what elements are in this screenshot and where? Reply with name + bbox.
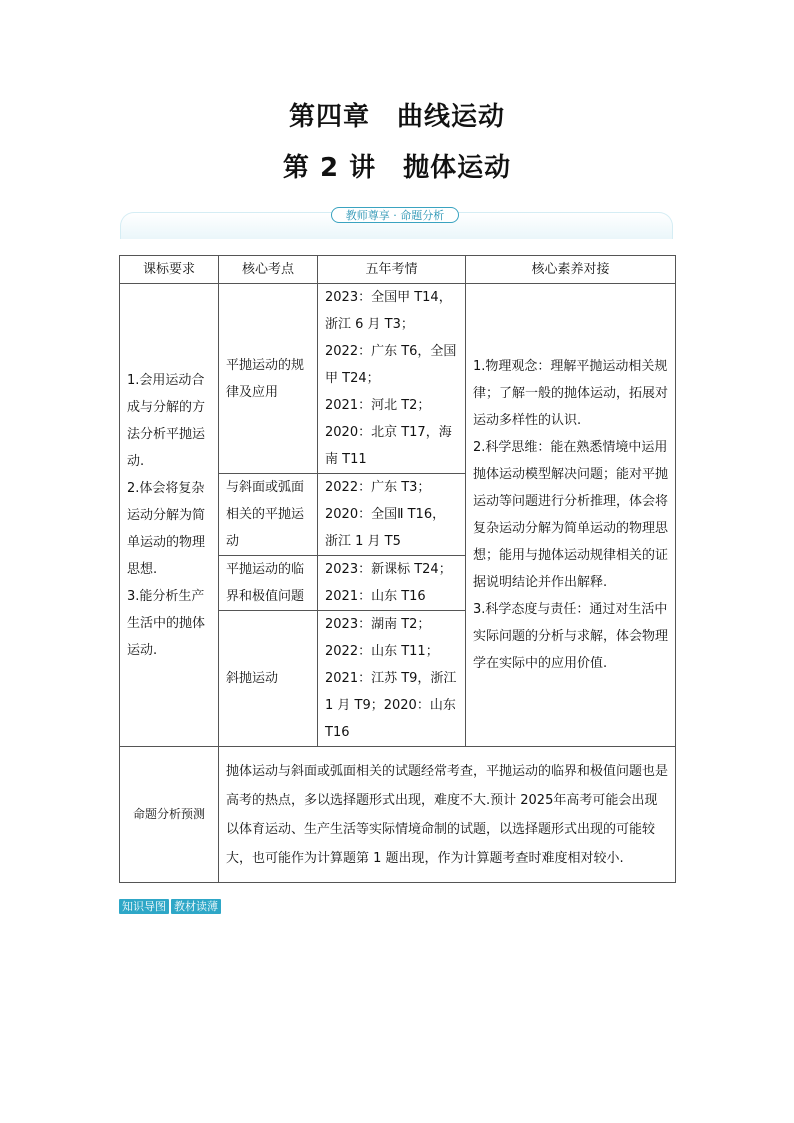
exam-cell: 2022：广东 T3； 2020：全国Ⅱ T16， 浙江 1 月 T5 (318, 474, 466, 556)
teacher-section-banner (120, 209, 673, 239)
chapter-title: 第四章 曲线运动 (288, 102, 505, 132)
standards-cell: 1.会用运动合成与分解的方法分析平抛运动. 2.体会将复杂运动分解为简单运动的物理思想. 3.能分析生产生活中的抛体运动. (120, 284, 219, 747)
tag-textbook-reading: 教材读薄 (171, 899, 221, 914)
section-tags (119, 899, 221, 914)
header-core-literacy: 核心素养对接 (466, 256, 676, 284)
topic-cell: 与斜面或弧面相关的平抛运动 (219, 474, 318, 556)
header-exam-history: 五年考情 (318, 256, 466, 284)
forecast-row (120, 747, 676, 883)
exam-cell: 2023：新课标 T24； 2021：山东 T16 (318, 556, 466, 611)
header-standards: 课标要求 (120, 256, 219, 284)
table-row (120, 284, 676, 474)
curriculum-table (119, 255, 676, 883)
forecast-text: 抛体运动与斜面或弧面相关的试题经常考查，平抛运动的临界和极值问题也是高考的热点，多以选择题形式出现，难度不大.预计 2025年高考可能会出现以体育运动、生产生活等实际情境命制的试题，以选择题形式出现的可能较大，也可能作为计算题第 1 题出现，作为计算题考查时难度相对较小. (219, 747, 676, 883)
exam-cell: 2023：湖南 T2； 2022：山东 T11； 2021：江苏 T9，浙江 1 月 T9；2020：山东 T16 (318, 611, 466, 747)
topic-cell: 平抛运动的临界和极值问题 (219, 556, 318, 611)
topic-cell: 斜抛运动 (219, 611, 318, 747)
forecast-label: 命题分析预测 (120, 747, 219, 883)
topic-cell: 平抛运动的规律及应用 (219, 284, 318, 474)
exam-cell: 2023：全国甲 T14， 浙江 6 月 T3； 2022：广东 T6，全国甲 T24； 2021：河北 T2； 2020：北京 T17，海南 T11 (318, 284, 466, 474)
literacy-cell: 1.物理观念：理解平抛运动相关规律；了解一般的抛体运动，拓展对运动多样性的认识. 2.科学思维：能在熟悉情境中运用抛体运动模型解决问题；能对平抛运动等问题进行分析推理，体会将复杂运动分解为简单运动的物理思想；能用与抛体运动规律相关的证据说明结论并作出解释. 3.科学态度与责任：通过对生活中实际问题的分析与求解，体会物理学在实际中的应用价值. (466, 284, 676, 747)
lesson-title: 第 2 讲 抛体运动 (282, 153, 512, 183)
tag-knowledge-map: 知识导图 (119, 899, 169, 914)
table-header-row (120, 256, 676, 284)
banner-label: 教师尊享 · 命题分析 (331, 207, 459, 223)
header-core-topics: 核心考点 (219, 256, 318, 284)
